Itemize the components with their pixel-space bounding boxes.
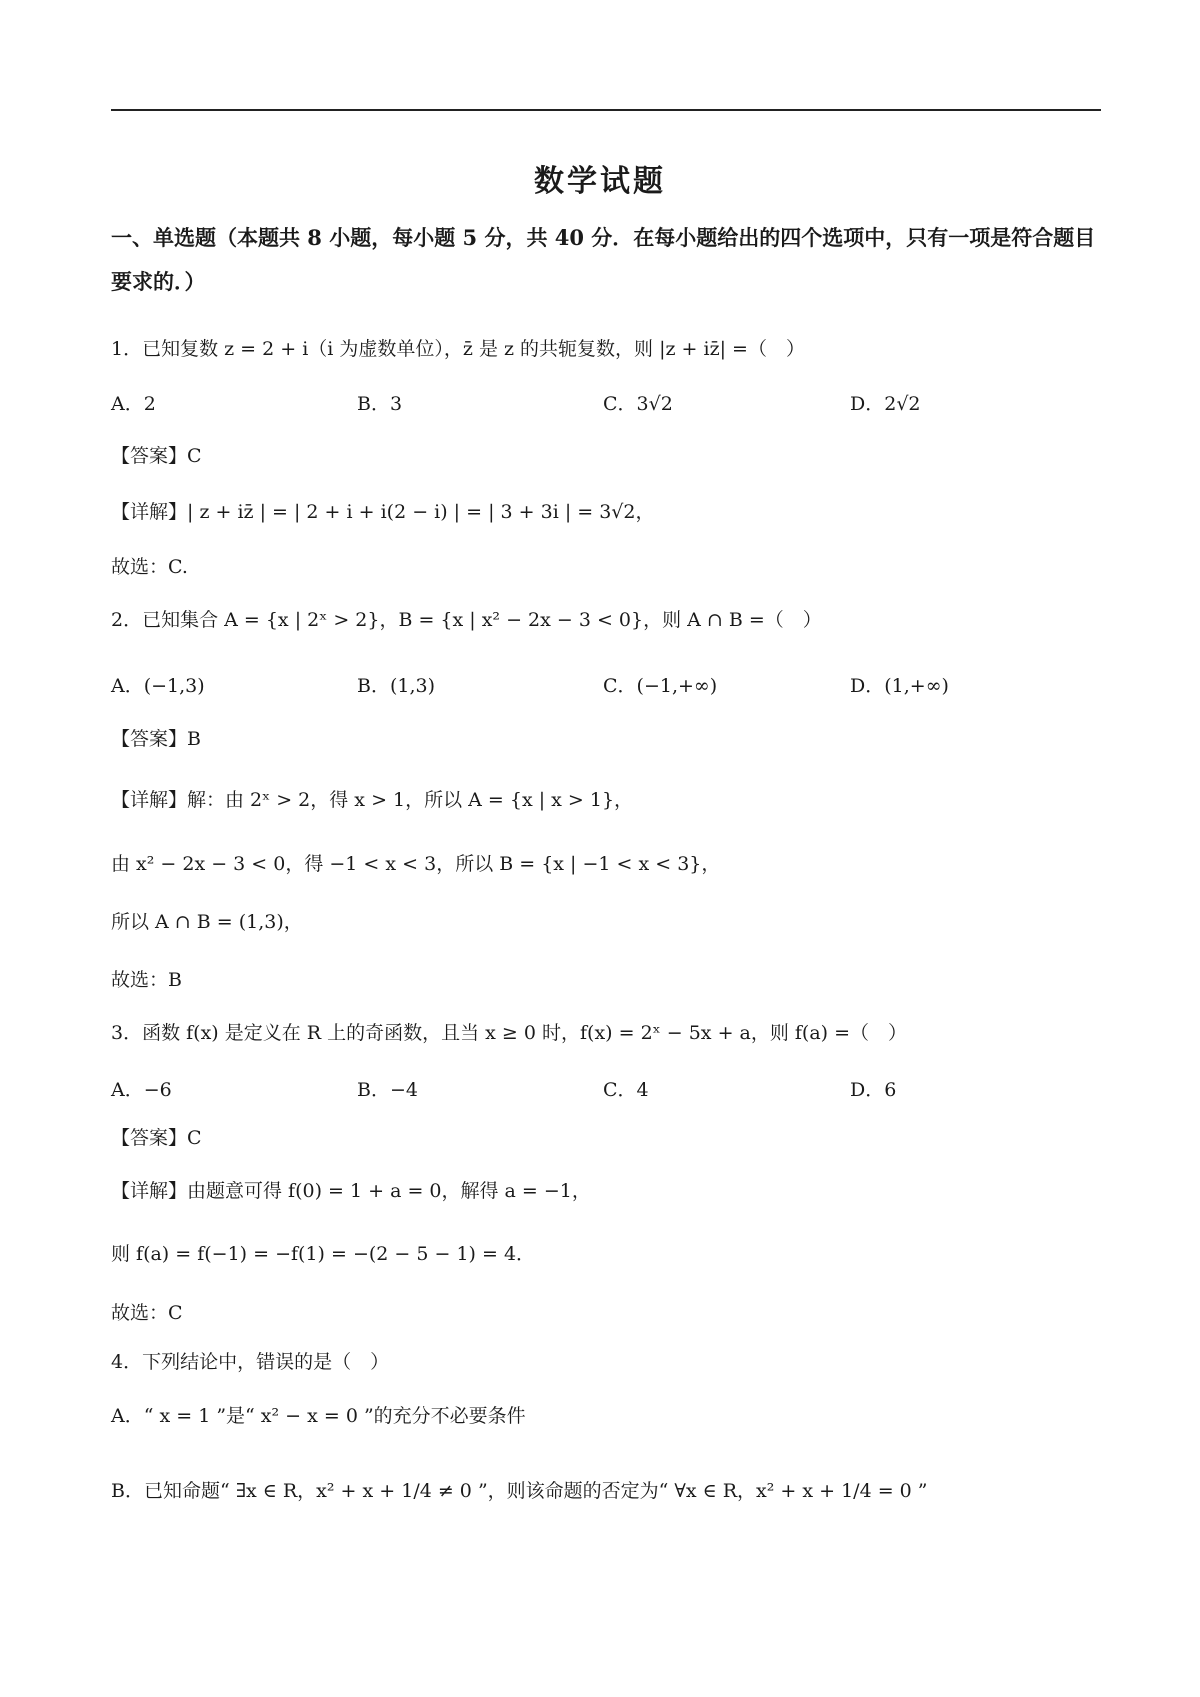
q2-stem: 2．已知集合 A = {x | 2ˣ > 2}，B = {x | x² − 2x − 3 < 0}，则 A ∩ B =（ ）: [111, 609, 822, 631]
q3-answer: 【答案】C: [111, 1127, 202, 1149]
q1-option-c: C．3√2: [603, 393, 673, 415]
q1-conclusion: 故选：C.: [111, 556, 188, 578]
page-title: 数学试题: [534, 164, 666, 199]
q4-option-a: A．“ x = 1 ”是“ x² − x = 0 ”的充分不必要条件: [111, 1405, 526, 1427]
q2-answer: 【答案】B: [111, 728, 201, 750]
q2-option-c: C．(−1,+∞): [603, 675, 718, 697]
q2-detail-3: 所以 A ∩ B = (1,3)，: [111, 911, 303, 933]
q3-detail-2: 则 f(a) = f(−1) = −f(1) = −(2 − 5 − 1) = 4．: [111, 1243, 536, 1265]
q2-option-a: A．(−1,3): [111, 675, 205, 697]
q3-detail-1: 【详解】由题意可得 f(0) = 1 + a = 0，解得 a = −1，: [111, 1180, 591, 1202]
q3-conclusion: 故选：C: [111, 1302, 183, 1324]
section-heading: 一、单选题（本题共 8 小题，每小题 5 分，共 40 分．在每小题给出的四个选项中，只有一项是符合题目要求的．）: [111, 225, 1096, 294]
q2-option-b: B．(1,3): [357, 675, 436, 697]
q2-detail-1: 【详解】解：由 2ˣ > 2，得 x > 1，所以 A = {x | x > 1}，: [111, 789, 634, 811]
q1-option-b: B．3: [357, 393, 403, 415]
q4-stem: 4．下列结论中，错误的是（ ）: [111, 1351, 390, 1373]
q1-option-d: D．2√2: [850, 393, 921, 415]
q3-option-c: C．4: [603, 1079, 649, 1101]
q2-option-d: D．(1,+∞): [850, 675, 949, 697]
q1-stem: 1．已知复数 z = 2 + i（i 为虚数单位），z̄ 是 z 的共轭复数，则 |z + iz̄| =（ ）: [111, 338, 805, 360]
q3-option-a: A．−6: [111, 1079, 172, 1101]
q2-detail-2: 由 x² − 2x − 3 < 0，得 −1 < x < 3，所以 B = {x | −1 < x < 3}，: [111, 853, 721, 875]
q3-option-d: D．6: [850, 1079, 897, 1101]
q1-detail: 【详解】| z + iz̄ | = | 2 + i + i(2 − i) | = | 3 + 3i | = 3√2，: [111, 501, 655, 523]
q1-answer: 【答案】C: [111, 445, 202, 467]
q2-conclusion: 故选：B: [111, 969, 182, 991]
q1-option-a: A．2: [111, 393, 156, 415]
q3-option-b: B．−4: [357, 1079, 418, 1101]
q4-option-b: B．已知命题“ ∃x ∈ R，x² + x + 1/4 ≠ 0 ”，则该命题的否定为“ ∀x ∈ R，x² + x + 1/4 = 0 ”: [111, 1480, 928, 1502]
q3-stem: 3．函数 f(x) 是定义在 R 上的奇函数，且当 x ≥ 0 时，f(x) = 2ˣ − 5x + a，则 f(a) =（ ）: [111, 1022, 908, 1044]
header-rule: [111, 109, 1101, 111]
